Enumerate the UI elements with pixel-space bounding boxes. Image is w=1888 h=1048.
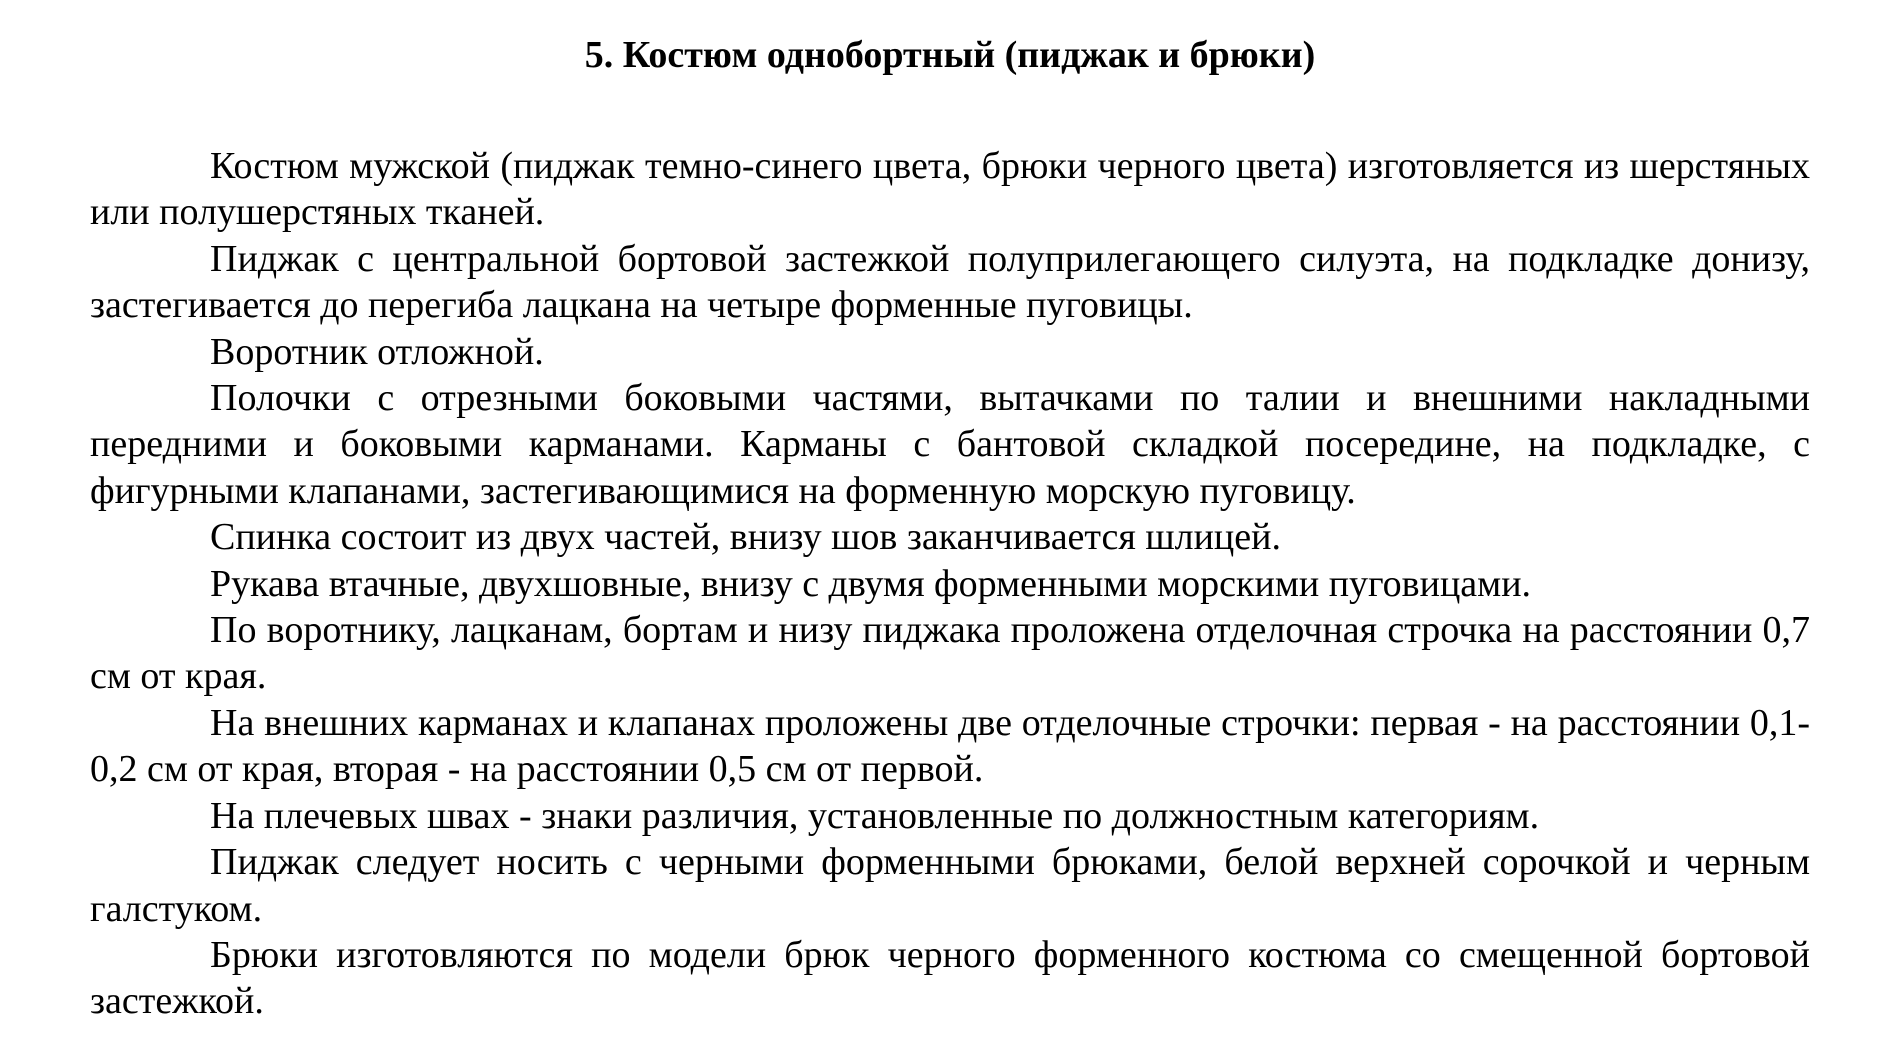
paragraph-back: Спинка состоит из двух частей, внизу шов заканчивается шлицей. <box>210 516 1281 559</box>
document-body <box>90 143 1810 1025</box>
paragraph-sleeves: Рукава втачные, двухшовные, внизу с двумя форменными морскими пуговицами. <box>210 562 1532 605</box>
paragraph-shoulder-insignia: На плечевых швах - знаки различия, установленные по должностным категориям. <box>210 794 1540 837</box>
paragraph-trousers: Брюки изготовляются по модели брюк черного форменного костюма со смещенной бортовой застежкой. <box>90 933 1810 1023</box>
paragraph-suit-description: Костюм мужской (пиджак темно-синего цвета, брюки черного цвета) изготовляется из шерстяных или полушерстяных тканей. <box>90 145 1810 234</box>
section-title: 5. Костюм однобортный (пиджак и брюки) <box>584 34 1316 76</box>
paragraph-wearing: Пиджак следует носить с черными форменными брюками, белой верхней сорочкой и черным галстуком. <box>90 841 1810 930</box>
paragraph-jacket-fastening: Пиджак с центральной бортовой застежкой полуприлегающего силуэта, на подкладке донизу, застегивается до перегиба лацкана на четыре форменные пуговицы. <box>90 237 1810 327</box>
paragraph-stitching: По воротнику, лацканам, бортам и низу пиджака проложена отделочная строчка на расстоянии 0,7 см от края. <box>90 609 1810 698</box>
paragraph-pocket-stitching: На внешних карманах и клапанах проложены две отделочные строчки: первая - на расстоянии 0,1-0,2 см от края, вторая - на расстоянии 0,5 см от первой. <box>90 701 1810 791</box>
paragraph-collar: Воротник отложной. <box>210 330 544 373</box>
paragraph-front-panels: Полочки с отрезными боковыми частями, вытачками по талии и внешними накладными передними и боковыми карманами. Карманы с бантовой складкой посередине, на подкладке, с фигурными клапанами, застегивающимися на форменную морскую пуговицу. <box>90 377 1810 512</box>
